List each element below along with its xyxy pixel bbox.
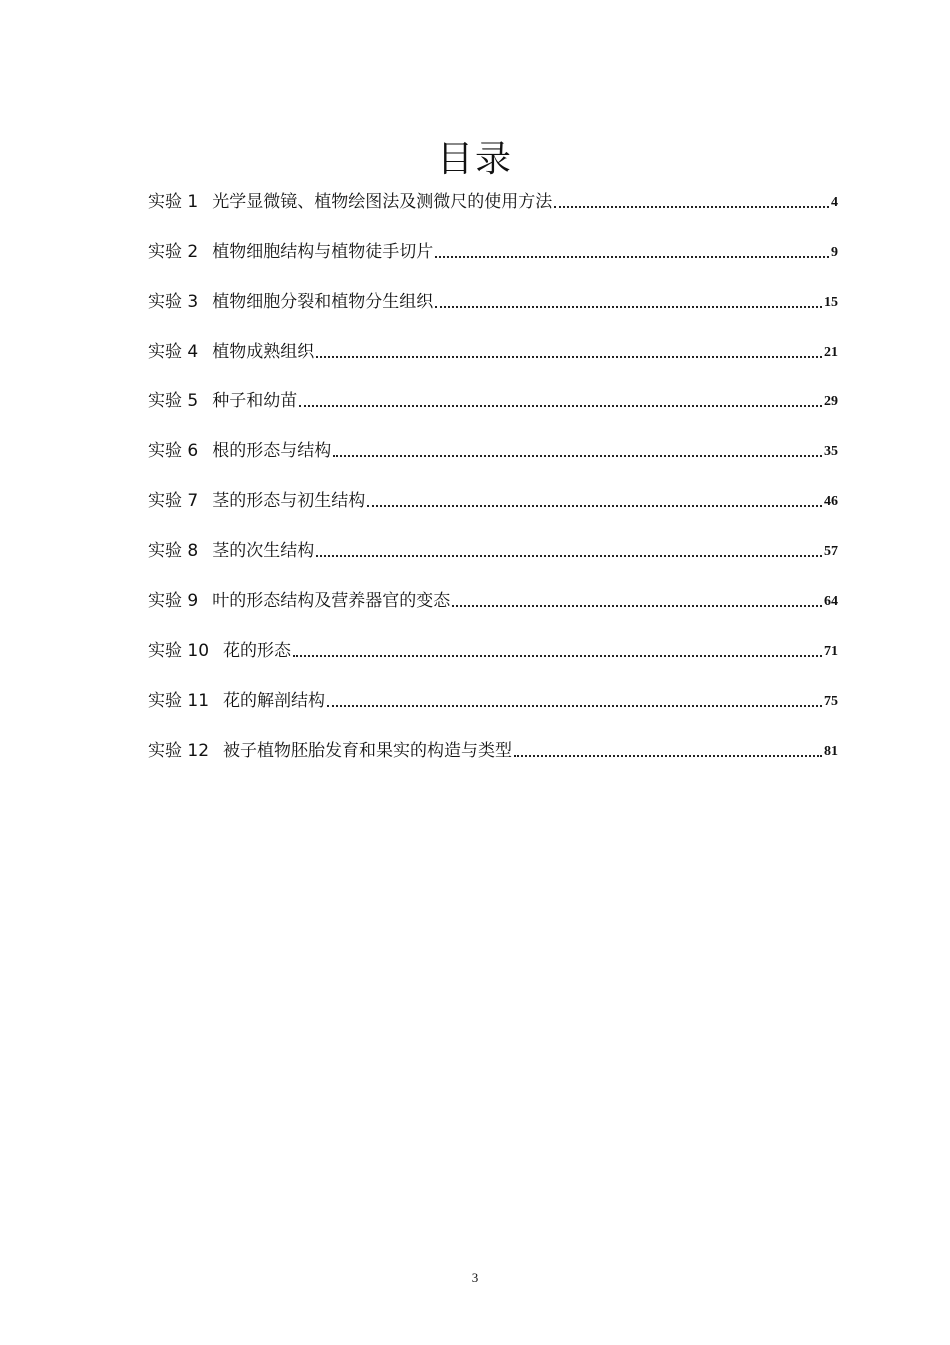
toc-entry-label [148,191,552,213]
toc-entry-page: 71 [824,643,838,659]
dot-leader [299,405,822,407]
dot-leader [327,705,822,707]
toc-entry-title: 植物成熟组织 [212,341,315,362]
toc-entry-title: 植物细胞结构与植物徒手切片 [212,241,434,262]
toc-entry-number: 实验 7 [148,491,199,512]
dot-leader [554,206,829,208]
toc-entry-label [148,241,433,263]
toc-entry-page: 64 [824,594,838,610]
toc-entry-3[interactable] [148,273,838,323]
toc-entry-12[interactable] [148,722,838,772]
dot-leader [367,505,822,507]
page-number: 3 [471,1270,479,1285]
toc-entry-title: 茎的次生结构 [212,541,315,562]
toc-entry-number: 实验 8 [148,541,199,562]
toc-entry-page: 21 [824,344,838,360]
toc-entry-label [148,640,291,662]
toc-entry-1[interactable] [148,173,838,223]
toc-entry-page: 35 [824,444,838,460]
toc-entry-label [148,740,512,762]
toc-entry-title: 光学显微镜、植物绘图法及测微尺的使用方法 [212,191,553,212]
toc-entry-title: 叶的形态结构及营养器官的变态 [212,591,451,612]
toc-entry-label [148,690,325,712]
toc-entry-label [148,341,314,363]
table-of-contents [148,173,838,772]
dot-leader [435,306,822,308]
toc-entry-number: 实验 3 [148,291,199,312]
toc-entry-title: 花的形态 [223,640,292,661]
dot-leader [316,555,822,557]
toc-entry-6[interactable] [148,422,838,472]
dot-leader [514,755,822,757]
toc-entry-number: 实验 11 [148,690,210,711]
toc-entry-number: 实验 12 [148,740,210,761]
toc-entry-title: 花的解剖结构 [223,690,326,711]
toc-entry-title: 茎的形态与初生结构 [212,491,366,512]
toc-entry-11[interactable] [148,672,838,722]
toc-entry-page: 46 [824,494,838,510]
toc-entry-label [148,540,314,562]
toc-entry-label [148,590,450,612]
toc-entry-label [148,490,365,512]
dot-leader [293,655,822,657]
toc-entry-7[interactable] [148,472,838,522]
toc-entry-page: 4 [831,194,838,210]
toc-entry-title: 植物细胞分裂和植物分生组织 [212,291,434,312]
dot-leader [435,256,829,258]
toc-entry-label [148,440,331,462]
toc-entry-label [148,291,433,313]
toc-entry-8[interactable] [148,522,838,572]
toc-entry-10[interactable] [148,622,838,672]
toc-entry-5[interactable] [148,373,838,423]
toc-entry-number: 实验 6 [148,441,199,462]
toc-entry-number: 实验 1 [148,191,199,212]
toc-entry-label [148,390,297,412]
dot-leader [333,455,822,457]
toc-entry-4[interactable] [148,323,838,373]
toc-entry-title: 根的形态与结构 [212,441,332,462]
toc-entry-page: 57 [824,544,838,560]
toc-entry-number: 实验 5 [148,391,199,412]
toc-entry-9[interactable] [148,572,838,622]
toc-entry-number: 实验 4 [148,341,199,362]
toc-entry-title: 被子植物胚胎发育和果实的构造与类型 [223,740,513,761]
toc-entry-2[interactable] [148,223,838,273]
page-title: 目录 [436,139,513,181]
dot-leader [452,605,822,607]
toc-entry-page: 75 [824,693,838,709]
toc-entry-title: 种子和幼苗 [212,391,298,412]
toc-entry-number: 实验 10 [148,640,210,661]
toc-entry-page: 29 [824,394,838,410]
toc-entry-page: 9 [831,244,838,260]
dot-leader [316,356,822,358]
toc-entry-number: 实验 9 [148,591,199,612]
toc-entry-page: 15 [824,294,838,310]
toc-entry-page: 81 [824,743,838,759]
toc-entry-number: 实验 2 [148,241,199,262]
